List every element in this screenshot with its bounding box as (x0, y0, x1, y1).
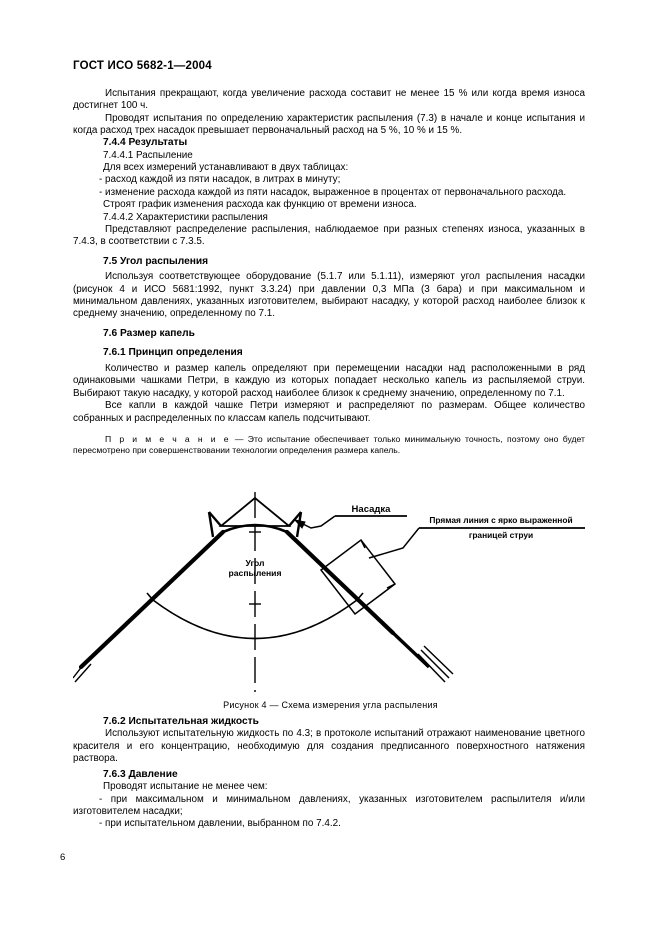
heading-7-6-1: 7.6.1 Принцип определения (103, 347, 243, 359)
heading-7-4-4-1: 7.4.4.1 Распыление (103, 149, 193, 161)
figure-label-boundary-line2: границей струи (468, 530, 534, 540)
spray-ray-right-tip-c (424, 646, 453, 674)
heading-7-4-4-2: 7.4.4.2 Характеристики распыления (103, 211, 268, 223)
document-body-upper (73, 88, 585, 456)
paragraph-5: Представляют распределение распыления, наблюдаемое при разных степенях износа, указанных в 7.4.3, в соответствии с 7.3.5. (73, 223, 585, 248)
spray-ray-left-tip-a (73, 660, 87, 678)
heading-7-6-3: 7.6.3 Давление (103, 768, 178, 780)
bullet-4: - при испытательном давлении, выбранном по 7.4.2. (99, 818, 341, 830)
spray-ray-right-tip-a (418, 654, 445, 682)
document-body-lower (73, 716, 585, 831)
figure-label-nozzle: Насадка (351, 504, 391, 515)
figure-label-boundary-line1: Прямая линия с ярко выраженной (429, 515, 573, 525)
spacer (73, 425, 585, 434)
bullet-2: - изменение расхода каждой из пяти насадок, выраженное в процентах от первоначального расхода. (99, 186, 567, 198)
paragraph-6: Используя соответствующее оборудование (5.1.7 или 5.1.11), измеряют угол распыления насадки (рисунок 4 и ИСО 5681:1992, пункт 3.3.24) при давлении 0,3 МПа (3 бара) и при максимальном и минимальном давлениях, указанных изготовителем, выбирают насадку, у которой расход наиболее близок к среднему значению, определенному по 7.1. (73, 271, 585, 320)
leader-boundary (369, 528, 419, 558)
paragraph-7: Количество и размер капель определяют при перемещении насадки над расположенными в ряд одинаковыми чашками Петри, в каждую из которых попадает несколько капель из распыляемой струи. Выбирают такую насадку, у которой расход наиболее близок к среднему значению, определенному по 7.1. (73, 363, 585, 399)
spray-angle-svg (73, 492, 585, 707)
note-label: П р и м е ч а н и е (105, 433, 231, 444)
page-number: 6 (60, 852, 66, 863)
figure-spray-angle-diagram (73, 492, 585, 707)
note-block (73, 434, 585, 456)
leader-nozzle-arrowhead (295, 520, 305, 528)
spray-ray-right (287, 532, 393, 633)
paragraph-8: Все капли в каждой чашке Петри измеряют и распределяют по размерам. Общее количество собранных и распределенных по классам капель подсчитывают. (73, 400, 585, 424)
paragraph-4: Строят график изменения расхода как функцию от времени износа. (103, 199, 417, 211)
spray-ray-right-lower (391, 631, 429, 667)
paragraph-9: Используют испытательную жидкость по 4.3; в протоколе испытаний отражают наименование цветного красителя и его концентрацию, необходимую для создания предписанного поверхностного натяжения раствора. (73, 728, 585, 765)
note-text: — Это испытание обеспечивает только минимальную точность, поэтому оно будет пересмотрено при совершенствовании технологии определения размера капель. (73, 433, 585, 456)
figure-label-angle-line2: распыления (228, 568, 282, 578)
spacer (73, 321, 585, 328)
paragraph-10: Проводят испытание не менее чем: (103, 781, 268, 793)
paragraph-2: Проводят испытания по определению характеристик распыления (7.3) в начале и конце испытания и когда расход трех насадок превышает первоначальный расход на 5 %, 10 % и 15 %. (73, 112, 585, 137)
figure-caption: Рисунок 4 — Схема измерения угла распыления (223, 700, 438, 710)
spacer (73, 249, 585, 256)
bullet-1: - расход каждой из пяти насадок, в литрах в минуту; (99, 174, 341, 186)
figure-label-angle-line1: Угол (245, 558, 265, 568)
standard-header: ГОСТ ИСО 5682-1—2004 (73, 60, 212, 72)
spacer (73, 340, 585, 347)
heading-7-5: 7.5 Угол распыления (103, 255, 209, 267)
heading-7-6: 7.6 Размер капель (103, 327, 195, 339)
paragraph-3: Для всех измерений устанавливают в двух таблицах: (103, 162, 349, 174)
bullet-3: - при максимальном и минимальном давлениях, указанных изготовителем распылителя и/или изготовителем насадки; (73, 793, 585, 818)
heading-7-6-2: 7.6.2 Испытательная жидкость (103, 716, 259, 727)
heading-7-4-4: 7.4.4 Результаты (103, 137, 188, 149)
paragraph-1: Испытания прекращают, когда увеличение расхода составит не менее 15 % или когда время износа достигнет 100 ч. (73, 88, 585, 112)
